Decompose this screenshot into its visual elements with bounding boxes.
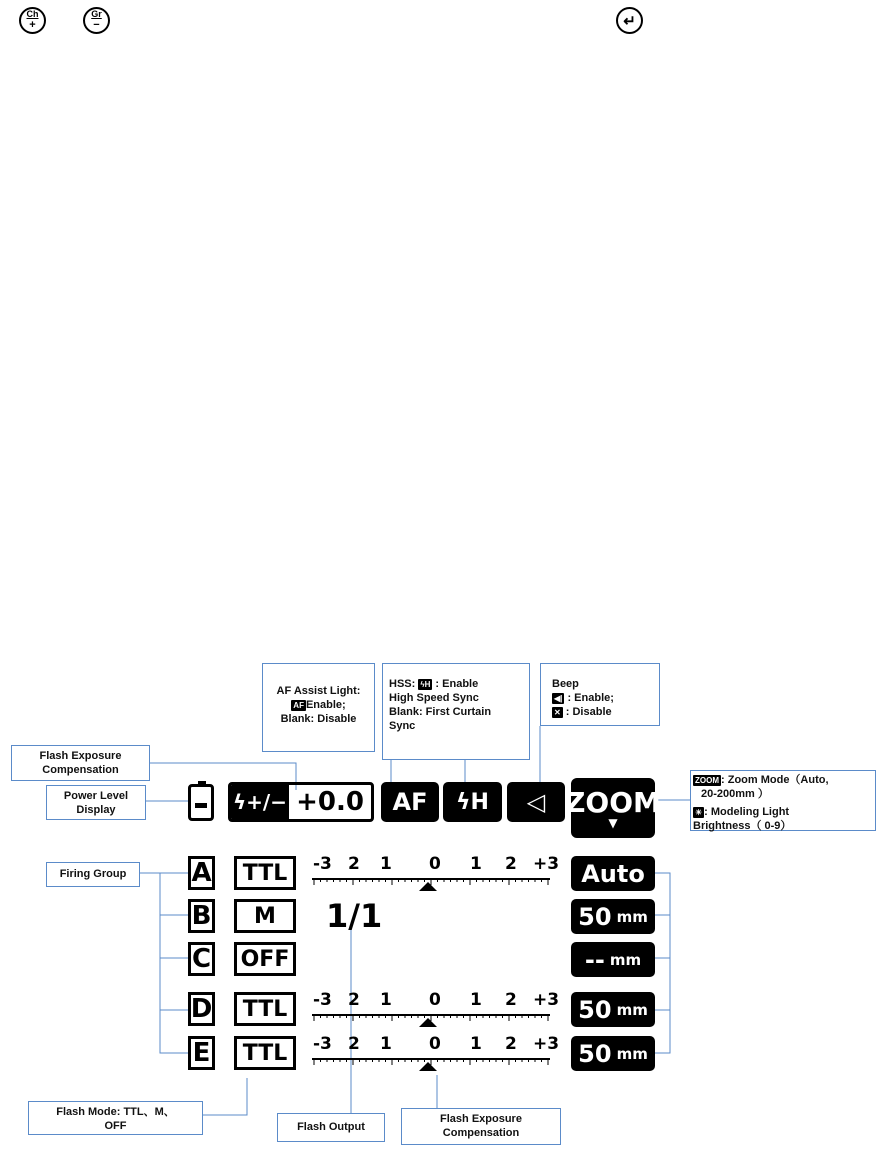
flash-mode-line2: OFF: [104, 1120, 127, 1132]
flash-comp-top-line1: Flash Exposure: [39, 750, 122, 762]
scale-label: -3: [313, 854, 332, 874]
group-zoom-d: [571, 992, 655, 1027]
group-zoom-c: [571, 942, 655, 977]
exposure-pointer-icon: [419, 1018, 437, 1027]
flash-comp-top-callout: [11, 745, 150, 781]
exposure-scale-ruler: [310, 873, 560, 895]
flash-mode-line1: Flash Mode: TTL、M、: [56, 1106, 175, 1118]
speaker-off-icon: ✕: [554, 707, 561, 717]
flash-output-label: Flash Output: [297, 1121, 365, 1133]
group-mode-c: OFF: [234, 942, 296, 976]
firing-group-label: Firing Group: [59, 868, 127, 880]
hss-line3: Blank: First Curtain: [389, 706, 492, 718]
hss-badge-icon: ϟH: [420, 679, 431, 689]
firing-group-callout: [46, 862, 140, 887]
zoom-value: --: [584, 945, 605, 974]
group-letter-e: E: [188, 1036, 215, 1070]
beep-enable: : Enable;: [567, 692, 614, 704]
flash-comp-bottom-callout: [401, 1108, 561, 1145]
group-mode-b: M: [234, 899, 296, 933]
zoom-value: Auto: [581, 859, 645, 888]
group-letter-d: D: [188, 992, 215, 1026]
zoom-label: ZOOM: [565, 786, 661, 819]
scale-label: -3: [313, 990, 332, 1010]
group-mode-a: TTL: [234, 856, 296, 890]
fec-value: +0.0: [296, 787, 364, 817]
beep-title: Beep: [552, 678, 579, 690]
flash-compensation-display: [228, 782, 374, 822]
exposure-pointer-icon: [419, 882, 437, 891]
scale-label: 1: [470, 854, 482, 874]
scale-label: 0: [429, 854, 441, 874]
power-line2: Display: [76, 804, 116, 816]
flash-mode-callout: [28, 1101, 203, 1135]
zoom-line1: : Zoom Mode（Auto,: [721, 774, 829, 786]
zoom-value: 50: [578, 1039, 612, 1068]
scale-label: +3: [533, 1034, 560, 1054]
af-assist-enable: Enable;: [305, 699, 346, 711]
hss-enable: : Enable: [435, 678, 479, 690]
hss-indicator: ϟH: [443, 782, 502, 822]
beep-disable: : Disable: [565, 706, 612, 718]
enter-icon: ↵: [623, 12, 636, 30]
hss-line2: High Speed Sync: [389, 692, 479, 704]
exposure-pointer-icon: [419, 1062, 437, 1071]
modeling-light-icon: ☀: [695, 807, 703, 817]
scale-label: 1: [380, 854, 392, 874]
zoom-line4: Brightness（ 0-9）: [693, 820, 792, 832]
af-badge-icon: AF: [293, 700, 304, 710]
group-mode-e: TTL: [234, 1036, 296, 1070]
scale-label: 2: [348, 1034, 360, 1054]
zoom-callout: [690, 770, 876, 831]
minus-icon: −: [93, 19, 100, 31]
scale-label: 2: [348, 990, 360, 1010]
hss-callout: [382, 663, 530, 760]
scale-label: 1: [470, 1034, 482, 1054]
channel-label: Ch: [26, 9, 39, 19]
scale-label: 1: [380, 1034, 392, 1054]
af-assist-disable: Blank: Disable: [280, 713, 357, 725]
group-zoom-a: [571, 856, 655, 891]
group-zoom-b: [571, 899, 655, 934]
scale-label: 0: [429, 990, 441, 1010]
power-line1: Power Level: [63, 790, 129, 802]
scale-label: 1: [470, 990, 482, 1010]
af-assist-indicator: AF: [381, 782, 439, 822]
flash-comp-top-line2: Compensation: [42, 764, 119, 776]
zoom-value: 50: [578, 995, 612, 1024]
zoom-mode-indicator: [565, 778, 661, 838]
scale-label: -3: [313, 1034, 332, 1054]
hss-prefix: HSS:: [389, 678, 416, 690]
speaker-on-icon: ◀|: [554, 693, 563, 703]
scale-label: 2: [505, 1034, 517, 1054]
zoom-arrow-icon: ▼: [608, 816, 618, 830]
zoom-badge-icon: ZOOM: [695, 775, 719, 785]
scale-label: 0: [429, 1034, 441, 1054]
battery-icon: [188, 784, 214, 821]
zoom-value: 50: [578, 902, 612, 931]
af-assist-callout: [262, 663, 375, 752]
hss-line4: Sync: [389, 720, 416, 732]
speaker-icon: ◁: [507, 782, 565, 822]
beep-callout: [540, 663, 660, 726]
zoom-unit: mm: [616, 1044, 648, 1063]
scale-label: +3: [533, 990, 560, 1010]
zoom-line3: : Modeling Light: [704, 806, 790, 818]
scale-label: 2: [505, 990, 517, 1010]
group-label: Gr: [91, 9, 102, 19]
group-zoom-e: [571, 1036, 655, 1071]
fec-symbol: ϟ+/−: [231, 785, 289, 819]
zoom-unit: mm: [616, 907, 648, 926]
zoom-unit: mm: [609, 950, 642, 969]
flash-output-value: 1/1: [326, 897, 383, 935]
flash-comp-bottom-line1: Flash Exposure: [440, 1113, 522, 1125]
power-callout: [46, 785, 146, 820]
scale-label: 2: [348, 854, 360, 874]
flash-output-callout: [277, 1113, 385, 1142]
group-letter-c: C: [188, 942, 215, 976]
scale-label: 1: [380, 990, 392, 1010]
flash-comp-bottom-line2: Compensation: [442, 1127, 520, 1139]
plus-icon: +: [29, 19, 36, 31]
exposure-scale-ruler: [310, 1009, 560, 1031]
scale-label: 2: [505, 854, 517, 874]
group-letter-a: A: [188, 856, 215, 890]
zoom-unit: mm: [616, 1000, 648, 1019]
scale-label: +3: [533, 854, 560, 874]
group-letter-b: B: [188, 899, 215, 933]
group-mode-d: TTL: [234, 992, 296, 1026]
zoom-line2: 20-200mm ）: [701, 788, 769, 800]
exposure-scale-ruler: [310, 1053, 560, 1075]
af-assist-title: AF Assist Light:: [276, 685, 361, 697]
